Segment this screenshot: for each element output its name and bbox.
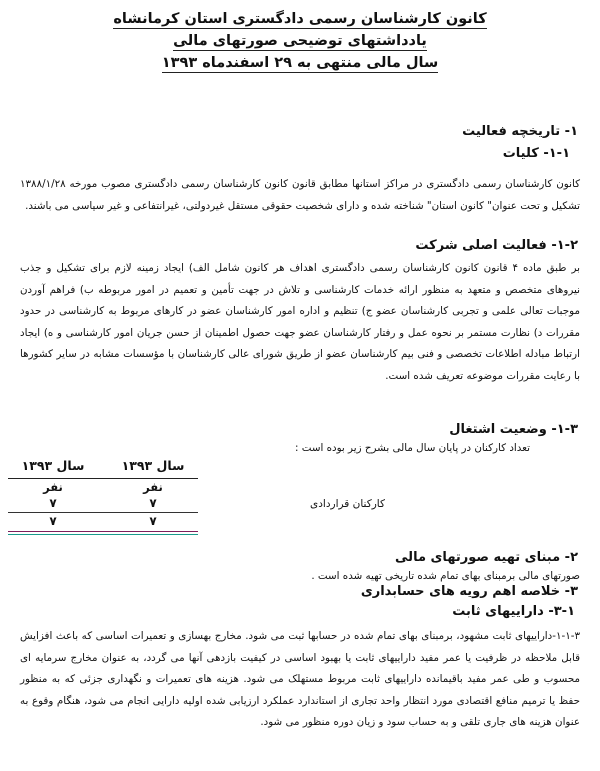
section-3-1-heading: ۳-۱- داراییهای ثابت: [452, 604, 575, 619]
total-value: ۷: [49, 514, 57, 528]
section-1-3-text: تعداد کارکنان در پایان سال مالی بشرح زیر بوده است :: [294, 442, 530, 454]
column-unit: نفر: [43, 480, 63, 494]
section-1-1-heading: ۱-۱- کلیات: [502, 146, 570, 161]
row-label: کارکنان قراردادی: [310, 498, 385, 510]
section-1-3-heading: ۱-۳- وضعیت اشتغال: [449, 422, 578, 437]
total-double-rule-1: [8, 531, 198, 532]
row-value: ۷: [49, 496, 57, 510]
notes-title: یادداشتهای توضیحی صورتهای مالی: [173, 33, 427, 49]
subtotal-rule: [8, 512, 198, 513]
section-1-heading: ۱- تاریخچه فعالیت: [462, 124, 578, 139]
document-header: [0, 8, 600, 74]
section-3-heading: ۳- خلاصه اهم رویه های حسابداری: [360, 584, 578, 599]
total-value: ۷: [149, 514, 157, 528]
section-1-2-text: بر طبق ماده ۴ قانون کانون کارشناسان رسمی دادگستری اهداف هر کانون شامل الف) ایجاد زمینه لازم برای تشکیل و جذب نیروهای متخصص و متعهد به منظور ارائه خدمات کارشناسی و تلاش در جهت تأمین و تعمیم در امور مربوطه ب) فراهم آوردن موجبات تعالی علمی و تجربی کارشناسان عضو ج) تنظیم و اداره امور کارشناسان عضو در کارهای مربوط به کارشناسی در حدود مقررات د) نظارت مستمر بر نحوه عمل و رفتار کارشناسان عضو جهت حصول اطمینان از حسن جریان امور کارشناسی و ه) ایجاد ارتباط مبادله اطلاعات تخصصی و فنی بیم کارشناسان عضو از طریق شورای عالی کارشناسان با مؤسسات مشابه در سایر کشورها با رعایت مقررات موضوعه تعریف شده است.: [20, 262, 580, 382]
column-unit: نفر: [143, 480, 163, 494]
column-header: سال ۱۳۹۳: [121, 458, 185, 473]
section-2-heading: ۲- مبنای تهیه صورتهای مالی: [395, 550, 578, 565]
section-3-1-text: ۱-۱-۳-داراییهای ثابت مشهود، برمبنای بهای تمام شده در حسابها ثبت می شود. مخارج بهسازی و تعمیرات اساسی که باعث افزایش قابل ملاحظه در ظرفیت یا عمر مفید داراییهای ثابت یا بهبود اساسی در کیفیت بازدهی آنها می گردد، به عنوان مخارج سرمایه ای محسوب و طی عمر مفید باقیمانده داراییهای ثابت مربوط مستهلک می شود. هزینه های تعمیرات و نگهداری جزئی که به منظور حفظ یا ترمیم منافع اقتصادی مورد انتظار واحد تجاری از استاندارد عملکرد ارزیابی شده اولیه دارایی انجام می شود، هنگام وقوع به عنوان هزینه های جاری تلقی و به حساب سود و زیان دوره منظور می شود.: [20, 630, 580, 728]
fiscal-year-title: سال مالی منتهی به ۲۹ اسفندماه ۱۳۹۳: [161, 55, 439, 71]
section-1-1-text: کانون کارشناسان رسمی دادگستری در مراکز استانها مطابق قانون کانون کارشناسان رسمی دادگستری مصوب مورخه ۱۳۸۸/۱/۲۸ تشکیل و تحت عنوان" کانون استان" شناخته شده و دارای شخصیت حقوقی مستقل غیردولتی، غیرانتفاعی و غیر سیاسی می باشند.: [20, 178, 580, 212]
total-double-rule-2: [8, 534, 198, 535]
row-value: ۷: [149, 496, 157, 510]
section-2-text: صورتهای مالی برمبنای بهای تمام شده تاریخی تهیه شده است .: [311, 570, 580, 582]
section-1-2-heading: ۱-۲- فعالیت اصلی شرکت: [415, 238, 578, 253]
organization-title: کانون کارشناسان رسمی دادگستری استان کرمانشاه: [113, 11, 487, 27]
table-header-rule: [8, 478, 198, 479]
column-header: سال ۱۳۹۳: [21, 458, 85, 473]
